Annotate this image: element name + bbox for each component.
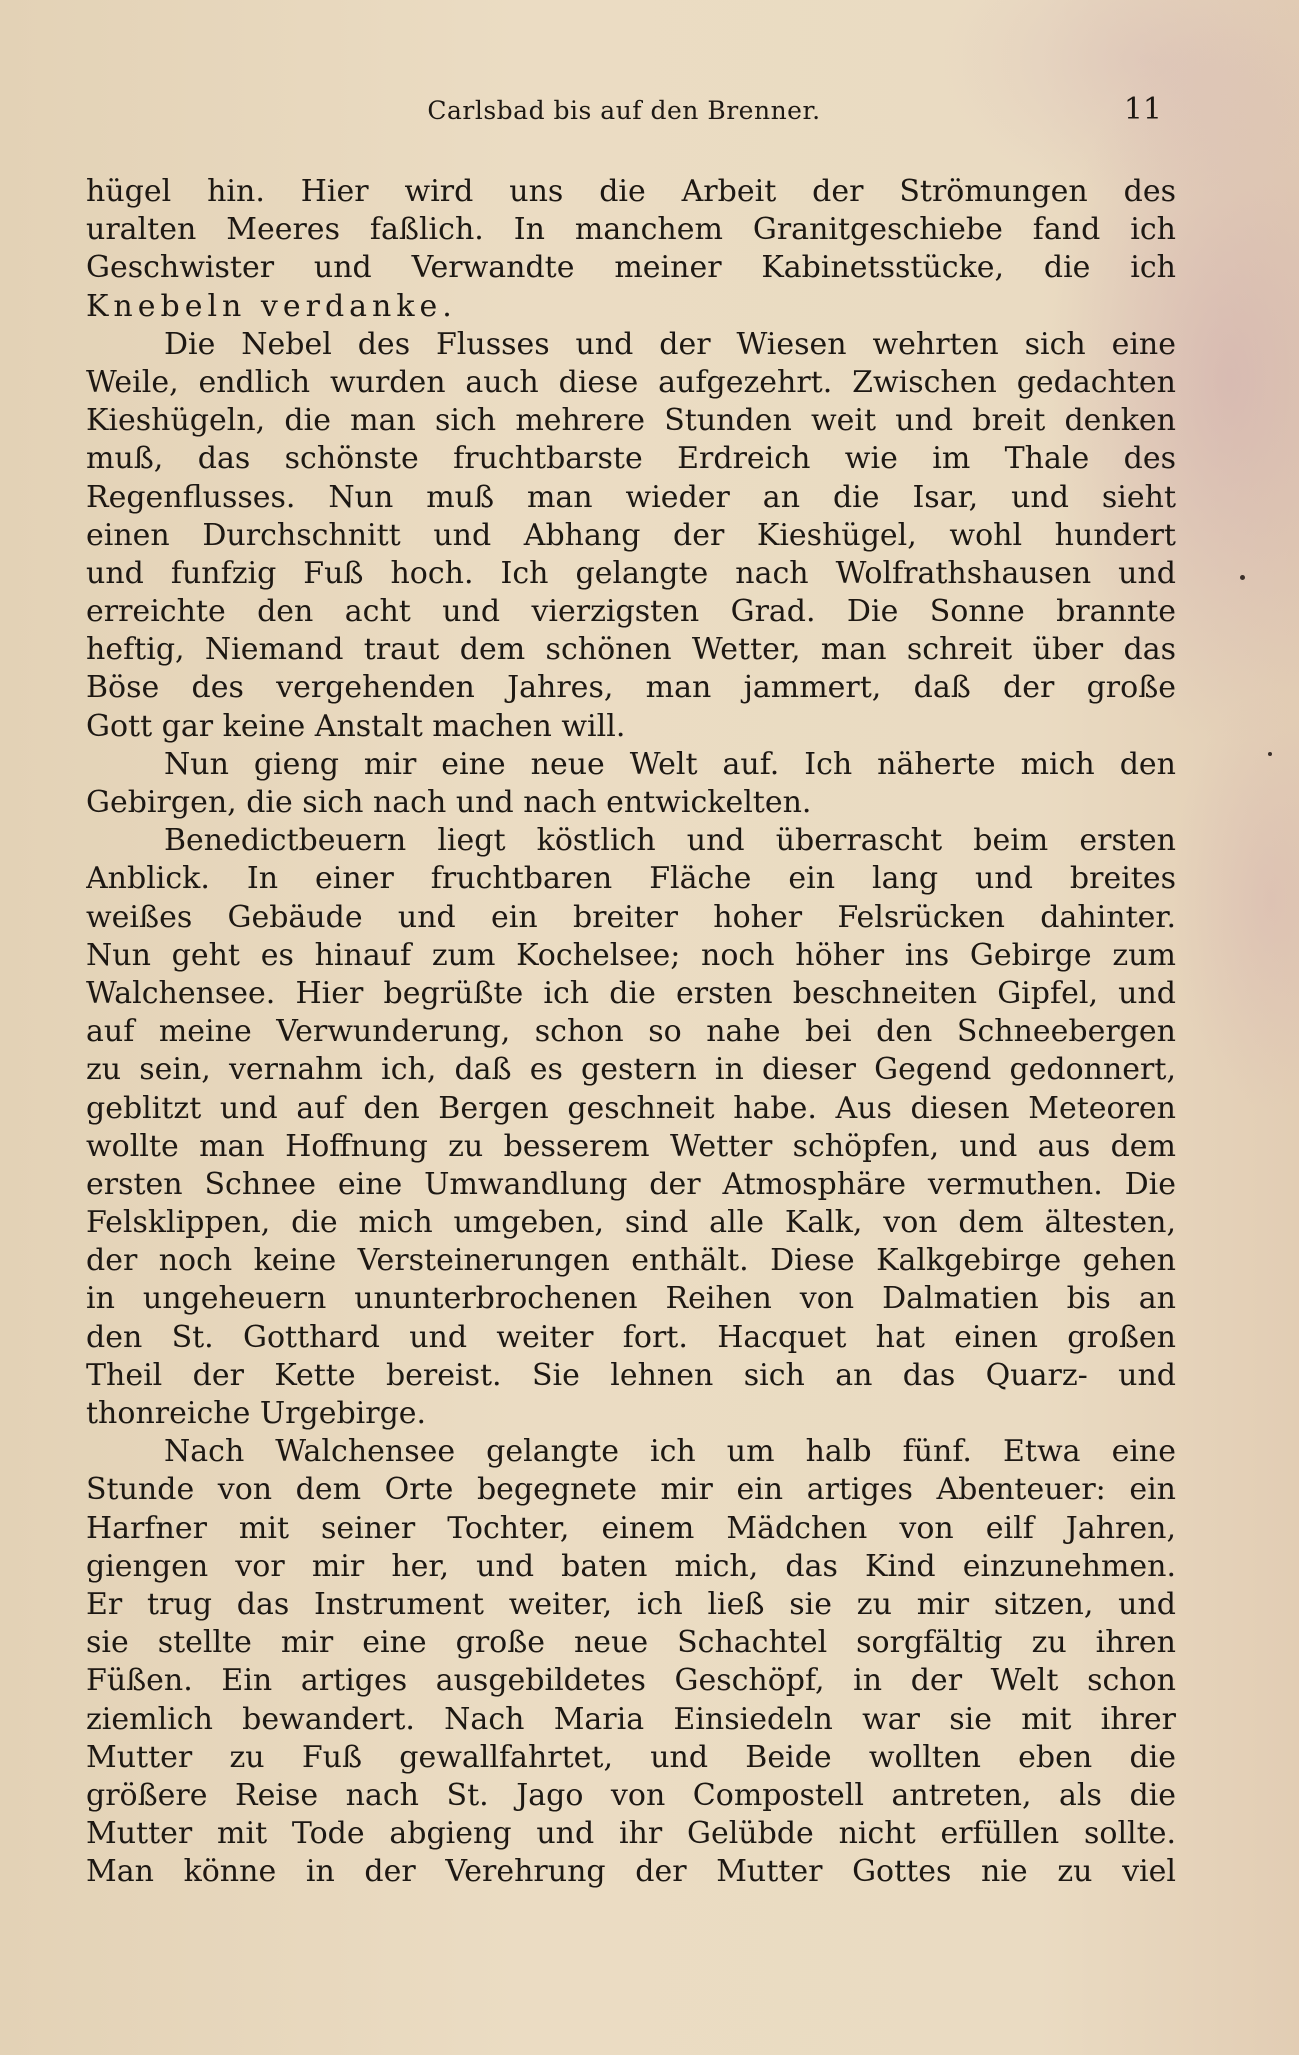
text-line: ersten Schnee eine Umwandlung der Atmosphäre vermuthen. Die (86, 1166, 1176, 1202)
text-line: Harfner mit seiner Tochter, einem Mädchen von eilf Jahren, (86, 1510, 1176, 1546)
text-line: Mutter mit Tode abgieng und ihr Gelübde nicht erfüllen sollte. (86, 1816, 1176, 1852)
text-line: Nun gieng mir eine neue Welt auf. Ich näherte mich den (164, 746, 1176, 782)
text-line: hügel hin. Hier wird uns die Arbeit der Strömungen des (86, 174, 1176, 209)
text-line: Regenflusses. Nun muß man wieder an die Isar, und sieht (86, 479, 1176, 515)
text-line: in ungeheuern ununterbrochenen Reihen von Dalmatien bis an (86, 1281, 1176, 1317)
text-line: und funfzig Fuß hoch. Ich gelangte nach Wolfrathshausen und (86, 555, 1176, 591)
text-line: Füßen. Ein artiges ausgebildetes Geschöpf, in der Welt schon (86, 1663, 1176, 1699)
page-header (86, 92, 1162, 136)
text-line: Gebirgen, die sich nach und nach entwickelten. (86, 785, 812, 820)
text-line: muß, das schönste fruchtbarste Erdreich wie im Thale des (86, 441, 1176, 477)
text-line: Benedictbeuern liegt köstlich und überrascht beim ersten (164, 823, 1176, 859)
body-text (86, 173, 1176, 1891)
text-line: thonreiche Urgebirge. (86, 1396, 427, 1431)
running-title: Carlsbad bis auf den Brenner. (427, 96, 821, 125)
text-line: sie stellte mir eine große neue Schachtel sorgfältig zu ihren (86, 1625, 1176, 1661)
text-line: Geschwister und Verwandte meiner Kabinetsstücke, die ich (86, 250, 1176, 286)
text-line: wollte man Hoffnung zu besserem Wetter schöpfen, und aus dem (86, 1128, 1176, 1164)
text-line: geblitzt und auf den Bergen geschneit habe. Aus diesen Meteoren (86, 1090, 1176, 1126)
text-line: Kieshügeln, die man sich mehrere Stunden weit und breit denken (86, 403, 1176, 439)
text-line: weißes Gebäude und ein breiter hoher Felsrücken dahinter. (86, 899, 1176, 935)
text-line: Mutter zu Fuß gewallfahrtet, und Beide wollten eben die (86, 1739, 1176, 1775)
text-line: heftig, Niemand traut dem schönen Wetter, man schreit über das (86, 632, 1176, 668)
page-number: 11 (1123, 92, 1162, 127)
text-line: Anblick. In einer fruchtbaren Fläche ein lang und breites (86, 861, 1176, 897)
text-line: uralten Meeres faßlich. In manchem Granitgeschiebe fand ich (86, 212, 1176, 248)
text-line: Böse des vergehenden Jahres, man jammert, daß der große (86, 670, 1176, 706)
text-line: Stunde von dem Orte begegnete mir ein artiges Abenteuer: ein (86, 1472, 1176, 1508)
text-line: ziemlich bewandert. Nach Maria Einsiedeln war sie mit ihrer (86, 1701, 1176, 1737)
text-line: auf meine Verwunderung, schon so nahe bei den Schneebergen (86, 1014, 1176, 1050)
text-line: größere Reise nach St. Jago von Compostell antreten, als die (86, 1777, 1176, 1813)
ink-speck (1240, 575, 1245, 580)
text-line: Er trug das Instrument weiter, ich ließ sie zu mir sitzen, und (86, 1586, 1176, 1622)
text-line: giengen vor mir her, und baten mich, das Kind einzunehmen. (86, 1548, 1176, 1584)
text-line: einen Durchschnitt und Abhang der Kieshügel, wohl hundert (86, 517, 1176, 553)
ink-speck (1268, 752, 1272, 756)
text-line: der noch keine Versteinerungen enthält. Diese Kalkgebirge gehen (86, 1243, 1176, 1279)
text-line: Walchensee. Hier begrüßte ich die ersten beschneiten Gipfel, und (86, 975, 1176, 1011)
text-line: Gott gar keine Anstalt machen will. (86, 708, 626, 744)
text-line: Nach Walchensee gelangte ich um halb fünf. Etwa eine (164, 1434, 1176, 1470)
text-line: den St. Gotthard und weiter fort. Hacquet hat einen großen (86, 1319, 1176, 1355)
text-line: Man könne in der Verehrung der Mutter Gottes nie zu viel (86, 1854, 1176, 1890)
text-line: Weile, endlich wurden auch diese aufgezehrt. Zwischen gedachten (86, 364, 1176, 400)
text-line: Knebeln verdanke. (86, 288, 457, 324)
text-line: Theil der Kette bereist. Sie lehnen sich an das Quarz- und (86, 1357, 1176, 1393)
text-line: Felsklippen, die mich umgeben, sind alle Kalk, von dem ältesten, (86, 1205, 1176, 1241)
text-line: Nun geht es hinauf zum Kochelsee; noch höher ins Gebirge zum (86, 937, 1176, 973)
text-line: zu sein, vernahm ich, daß es gestern in dieser Gegend gedonnert, (86, 1052, 1176, 1088)
text-line: Die Nebel des Flusses und der Wiesen wehrten sich eine (164, 326, 1176, 362)
text-line: erreichte den acht und vierzigsten Grad. Die Sonne brannte (86, 594, 1176, 630)
